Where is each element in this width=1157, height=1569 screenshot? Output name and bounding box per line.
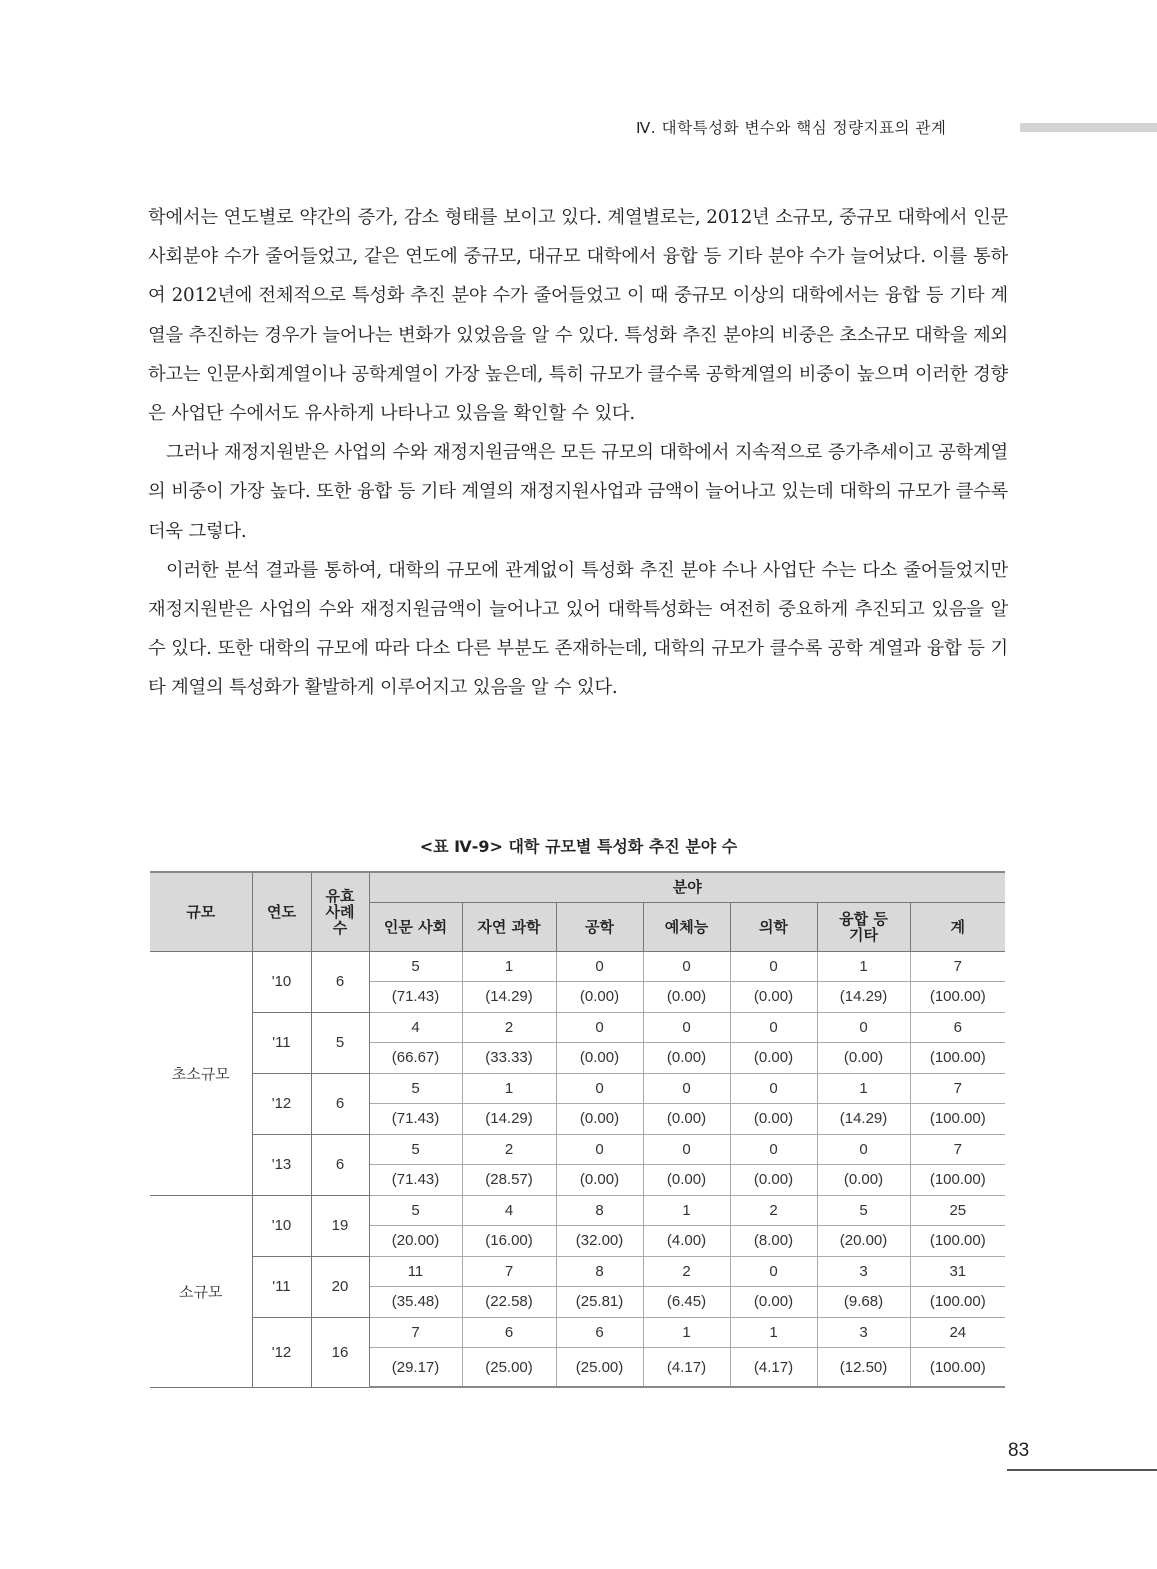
table-row bbox=[150, 1012, 1005, 1043]
percent-cell: (29.17) bbox=[369, 1348, 462, 1388]
header-field: 자연 과학 bbox=[462, 902, 556, 951]
year-cell: '11 bbox=[252, 1012, 311, 1073]
header-field: 예체능 bbox=[643, 902, 730, 951]
percent-cell: (0.00) bbox=[643, 1043, 730, 1074]
page-number-rule bbox=[1007, 1469, 1157, 1471]
count-cell: 0 bbox=[556, 1134, 643, 1165]
count-cell: 11 bbox=[369, 1256, 462, 1287]
count-cell: 3 bbox=[817, 1317, 910, 1348]
percent-cell: (71.43) bbox=[369, 1165, 462, 1196]
count-cell: 0 bbox=[556, 951, 643, 982]
count-cell: 0 bbox=[730, 1012, 817, 1043]
percent-cell: (100.00) bbox=[910, 1348, 1005, 1388]
percent-cell: (25.00) bbox=[462, 1348, 556, 1388]
percent-cell: (0.00) bbox=[556, 1165, 643, 1196]
year-cell: '10 bbox=[252, 1195, 311, 1256]
year-cell: '10 bbox=[252, 951, 311, 1012]
count-cell: 2 bbox=[730, 1195, 817, 1226]
count-cell: 5 bbox=[369, 1134, 462, 1165]
count-cell: 2 bbox=[643, 1256, 730, 1287]
percent-cell: (20.00) bbox=[817, 1226, 910, 1257]
count-cell: 6 bbox=[462, 1317, 556, 1348]
paragraph: 이러한 분석 결과를 통하여, 대학의 규모에 관계없이 특성화 추진 분야 수나 사업단 수는 다소 줄어들었지만 재정지원받은 사업의 수와 재정지원금액이 늘어나고 있어 대학특성화는 여전히 중요하게 추진되고 있음을 알 수 있다. 또한 대학의 규모에 따라 다소 다른 부분도 존재하는데, 대학의 규모가 클수록 공학 계열과 융합 등 기타 계열의 특성화가 활발하게 이루어지고 있음을 알 수 있다. bbox=[148, 559, 1008, 699]
header-valid-cases: 유효 사례 수 bbox=[311, 872, 369, 951]
header-field: 인문 사회 bbox=[369, 902, 462, 951]
percent-cell: (14.29) bbox=[462, 1104, 556, 1135]
count-cell: 0 bbox=[817, 1012, 910, 1043]
count-cell: 6 bbox=[556, 1317, 643, 1348]
table-row bbox=[150, 1256, 1005, 1287]
count-cell: 7 bbox=[462, 1256, 556, 1287]
valid-cases-cell: 5 bbox=[311, 1012, 369, 1073]
data-table bbox=[150, 871, 1005, 1388]
percent-cell: (4.17) bbox=[730, 1348, 817, 1388]
table-caption: <표 Ⅳ-9> 대학 규모별 특성화 추진 분야 수 bbox=[419, 837, 738, 856]
count-cell: 0 bbox=[730, 951, 817, 982]
count-cell: 0 bbox=[817, 1134, 910, 1165]
count-cell: 4 bbox=[462, 1195, 556, 1226]
count-cell: 5 bbox=[369, 1195, 462, 1226]
header-field: 계 bbox=[910, 902, 1005, 951]
percent-cell: (4.00) bbox=[643, 1226, 730, 1257]
table-row bbox=[150, 951, 1005, 982]
count-cell: 2 bbox=[462, 1134, 556, 1165]
count-cell: 1 bbox=[462, 1073, 556, 1104]
percent-cell: (25.81) bbox=[556, 1287, 643, 1318]
count-cell: 24 bbox=[910, 1317, 1005, 1348]
percent-cell: (0.00) bbox=[730, 1104, 817, 1135]
count-cell: 8 bbox=[556, 1256, 643, 1287]
count-cell: 6 bbox=[910, 1012, 1005, 1043]
running-header: Ⅳ. 대학특성화 변수와 핵심 정량지표의 관계 bbox=[636, 119, 947, 137]
percent-cell: (9.68) bbox=[817, 1287, 910, 1318]
percent-cell: (16.00) bbox=[462, 1226, 556, 1257]
count-cell: 0 bbox=[643, 1134, 730, 1165]
valid-cases-cell: 6 bbox=[311, 951, 369, 1012]
count-cell: 0 bbox=[730, 1256, 817, 1287]
page-number: 83 bbox=[1008, 1440, 1030, 1461]
percent-cell: (20.00) bbox=[369, 1226, 462, 1257]
count-cell: 0 bbox=[556, 1073, 643, 1104]
body-text bbox=[148, 198, 1008, 708]
scale-cell: 소규모 bbox=[150, 1195, 252, 1387]
count-cell: 2 bbox=[462, 1012, 556, 1043]
count-cell: 7 bbox=[910, 1073, 1005, 1104]
table-row bbox=[150, 1134, 1005, 1165]
count-cell: 8 bbox=[556, 1195, 643, 1226]
paragraph: 학에서는 연도별로 약간의 증가, 감소 형태를 보이고 있다. 계열별로는, 2012년 소규모, 중규모 대학에서 인문사회분야 수가 줄어들었고, 같은 연도에 중규모, 대규모 대학에서 융합 등 기타 분야 수가 늘어났다. 이를 통하여 2012년에 전체적으로 특성화 추진 분야 수가 줄어들었고 이 때 중규모 이상의 대학에서는 융합 등 기타 계열을 추진하는 경우가 늘어나는 변화가 있었음을 알 수 있다. 특성화 추진 분야의 비중은 초소규모 대학을 제외하고는 인문사회계열이나 공학계열이 가장 높은데, 특히 규모가 클수록 공학계열의 비중이 높으며 이러한 경향은 사업단 수에서도 유사하게 나타나고 있음을 확인할 수 있다. bbox=[148, 207, 1008, 425]
percent-cell: (0.00) bbox=[730, 1165, 817, 1196]
valid-cases-cell: 19 bbox=[311, 1195, 369, 1256]
count-cell: 1 bbox=[730, 1317, 817, 1348]
percent-cell: (100.00) bbox=[910, 1287, 1005, 1318]
percent-cell: (0.00) bbox=[730, 1043, 817, 1074]
percent-cell: (4.17) bbox=[643, 1348, 730, 1388]
valid-cases-cell: 20 bbox=[311, 1256, 369, 1317]
count-cell: 0 bbox=[643, 951, 730, 982]
percent-cell: (0.00) bbox=[817, 1043, 910, 1074]
count-cell: 5 bbox=[369, 1073, 462, 1104]
percent-cell: (8.00) bbox=[730, 1226, 817, 1257]
valid-cases-cell: 6 bbox=[311, 1134, 369, 1195]
percent-cell: (0.00) bbox=[556, 1043, 643, 1074]
count-cell: 7 bbox=[369, 1317, 462, 1348]
percent-cell: (0.00) bbox=[643, 1104, 730, 1135]
header-field: 의학 bbox=[730, 902, 817, 951]
percent-cell: (0.00) bbox=[730, 982, 817, 1013]
scale-cell: 초소규모 bbox=[150, 951, 252, 1195]
header-year: 연도 bbox=[252, 872, 311, 951]
percent-cell: (35.48) bbox=[369, 1287, 462, 1318]
valid-cases-cell: 16 bbox=[311, 1317, 369, 1387]
count-cell: 7 bbox=[910, 951, 1005, 982]
header-scale: 규모 bbox=[150, 872, 252, 951]
percent-cell: (25.00) bbox=[556, 1348, 643, 1388]
percent-cell: (14.29) bbox=[462, 982, 556, 1013]
count-cell: 0 bbox=[556, 1012, 643, 1043]
count-cell: 0 bbox=[730, 1134, 817, 1165]
valid-cases-cell: 6 bbox=[311, 1073, 369, 1134]
count-cell: 1 bbox=[643, 1195, 730, 1226]
percent-cell: (14.29) bbox=[817, 982, 910, 1013]
percent-cell: (100.00) bbox=[910, 982, 1005, 1013]
percent-cell: (100.00) bbox=[910, 1104, 1005, 1135]
year-cell: '13 bbox=[252, 1134, 311, 1195]
percent-cell: (0.00) bbox=[556, 982, 643, 1013]
percent-cell: (32.00) bbox=[556, 1226, 643, 1257]
percent-cell: (12.50) bbox=[817, 1348, 910, 1388]
count-cell: 0 bbox=[643, 1012, 730, 1043]
percent-cell: (14.29) bbox=[817, 1104, 910, 1135]
count-cell: 1 bbox=[643, 1317, 730, 1348]
percent-cell: (0.00) bbox=[643, 982, 730, 1013]
percent-cell: (71.43) bbox=[369, 1104, 462, 1135]
percent-cell: (0.00) bbox=[730, 1287, 817, 1318]
count-cell: 3 bbox=[817, 1256, 910, 1287]
count-cell: 5 bbox=[369, 951, 462, 982]
count-cell: 4 bbox=[369, 1012, 462, 1043]
count-cell: 25 bbox=[910, 1195, 1005, 1226]
header-field: 공학 bbox=[556, 902, 643, 951]
percent-cell: (33.33) bbox=[462, 1043, 556, 1074]
percent-cell: (100.00) bbox=[910, 1165, 1005, 1196]
percent-cell: (22.58) bbox=[462, 1287, 556, 1318]
table-row bbox=[150, 1195, 1005, 1226]
year-cell: '12 bbox=[252, 1073, 311, 1134]
percent-cell: (71.43) bbox=[369, 982, 462, 1013]
percent-cell: (100.00) bbox=[910, 1043, 1005, 1074]
count-cell: 1 bbox=[462, 951, 556, 982]
percent-cell: (0.00) bbox=[556, 1104, 643, 1135]
paragraph: 그러나 재정지원받은 사업의 수와 재정지원금액은 모든 규모의 대학에서 지속적으로 증가추세이고 공학계열의 비중이 가장 높다. 또한 융합 등 기타 계열의 재정지원사업과 금액이 늘어나고 있는데 대학의 규모가 클수록 더욱 그렇다. bbox=[148, 442, 1008, 542]
header-field: 융합 등 기타 bbox=[817, 902, 910, 951]
count-cell: 5 bbox=[817, 1195, 910, 1226]
percent-cell: (0.00) bbox=[817, 1165, 910, 1196]
header-bar-decoration bbox=[1020, 123, 1157, 132]
percent-cell: (0.00) bbox=[643, 1165, 730, 1196]
year-cell: '11 bbox=[252, 1256, 311, 1317]
percent-cell: (6.45) bbox=[643, 1287, 730, 1318]
count-cell: 0 bbox=[730, 1073, 817, 1104]
count-cell: 31 bbox=[910, 1256, 1005, 1287]
header-field-group: 분야 bbox=[369, 872, 1005, 902]
percent-cell: (100.00) bbox=[910, 1226, 1005, 1257]
percent-cell: (66.67) bbox=[369, 1043, 462, 1074]
count-cell: 0 bbox=[643, 1073, 730, 1104]
table-row bbox=[150, 1073, 1005, 1104]
table-row bbox=[150, 1317, 1005, 1348]
year-cell: '12 bbox=[252, 1317, 311, 1387]
percent-cell: (28.57) bbox=[462, 1165, 556, 1196]
count-cell: 7 bbox=[910, 1134, 1005, 1165]
count-cell: 1 bbox=[817, 1073, 910, 1104]
count-cell: 1 bbox=[817, 951, 910, 982]
